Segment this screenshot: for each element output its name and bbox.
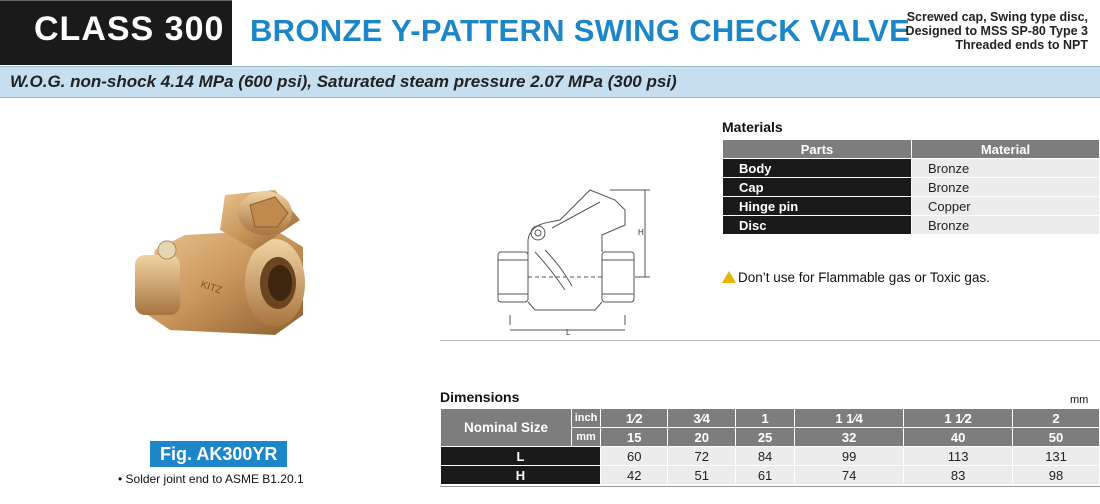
valve-photo	[125, 175, 325, 350]
dimension-value: 61	[735, 466, 794, 485]
dimension-value: 99	[795, 447, 904, 466]
part-name: Hinge pin	[723, 197, 912, 216]
mm-size: 15	[601, 428, 668, 447]
mm-size: 40	[904, 428, 1013, 447]
warning-text: Don’t use for Flammable gas or Toxic gas.	[738, 270, 990, 285]
dimension-value: 74	[795, 466, 904, 485]
valve-drawing	[490, 180, 665, 340]
spec-line: Screwed cap, Swing type disc,	[906, 10, 1088, 24]
mm-size: 25	[735, 428, 794, 447]
dimension-value: 51	[668, 466, 735, 485]
materials-row	[723, 197, 1100, 216]
title-band	[234, 0, 1100, 64]
dimensions-table	[440, 408, 1100, 485]
part-material: Bronze	[912, 159, 1100, 178]
dimension-value: 131	[1013, 447, 1100, 466]
part-name: Disc	[723, 216, 912, 235]
dimension-value: 72	[668, 447, 735, 466]
warning-icon	[722, 271, 736, 283]
dimension-value: 60	[601, 447, 668, 466]
part-material: Bronze	[912, 216, 1100, 235]
inch-size: 1 1⁄2	[904, 409, 1013, 428]
mm-size: 20	[668, 428, 735, 447]
spec-lines	[906, 10, 1088, 52]
inch-size: 1	[735, 409, 794, 428]
dimension-value: 98	[1013, 466, 1100, 485]
materials-table	[722, 139, 1100, 235]
mm-size: 50	[1013, 428, 1100, 447]
dimension-value: 83	[904, 466, 1013, 485]
product-note: • Solder joint end to ASME B1.20.1	[118, 472, 304, 486]
class-label-box	[0, 0, 232, 65]
dimension-row-l	[441, 447, 1100, 466]
rating-band	[0, 66, 1100, 98]
rating-text: W.O.G. non-shock 4.14 MPa (600 psi), Saturated steam pressure 2.07 MPa (300 psi)	[10, 72, 677, 91]
mm-size: 32	[795, 428, 904, 447]
dimension-value: 113	[904, 447, 1013, 466]
page-title: BRONZE Y-PATTERN SWING CHECK VALVE	[250, 13, 911, 48]
dimension-label: L	[441, 447, 601, 466]
part-material: Copper	[912, 197, 1100, 216]
spec-line: Threaded ends to NPT	[955, 38, 1088, 52]
drawing-h-label: H	[638, 228, 644, 237]
warning-note	[722, 270, 990, 285]
inch-size: 3⁄4	[668, 409, 735, 428]
divider	[440, 340, 1100, 341]
dimension-label: H	[441, 466, 601, 485]
svg-text:KITZ: KITZ	[199, 279, 224, 297]
bottom-rule	[440, 486, 1100, 487]
part-name: Body	[723, 159, 912, 178]
inch-size: 1⁄2	[601, 409, 668, 428]
materials-row	[723, 178, 1100, 197]
materials-header-material: Material	[912, 140, 1100, 159]
materials-header-parts: Parts	[723, 140, 912, 159]
materials-header-row	[723, 140, 1100, 159]
dimensions-title: Dimensions	[440, 389, 520, 405]
drawing-l-label: L	[566, 328, 571, 337]
inch-size: 2	[1013, 409, 1100, 428]
dimension-value: 84	[735, 447, 794, 466]
materials-title: Materials	[722, 119, 783, 135]
inch-size: 1 1⁄4	[795, 409, 904, 428]
dimension-row-h	[441, 466, 1100, 485]
inch-size-row	[441, 409, 1100, 428]
materials-row	[723, 216, 1100, 235]
spec-line: Designed to MSS SP-80 Type 3	[905, 24, 1088, 38]
dimensions-unit: mm	[1070, 394, 1089, 406]
dimension-value: 42	[601, 466, 668, 485]
nominal-size-label: Nominal Size	[441, 409, 572, 447]
mm-unit-label: mm	[572, 428, 601, 447]
materials-row	[723, 159, 1100, 178]
inch-unit-label: inch	[572, 409, 601, 428]
figure-label: Fig. AK300YR	[150, 441, 287, 467]
class-label: CLASS 300	[34, 10, 225, 48]
part-material: Bronze	[912, 178, 1100, 197]
part-name: Cap	[723, 178, 912, 197]
